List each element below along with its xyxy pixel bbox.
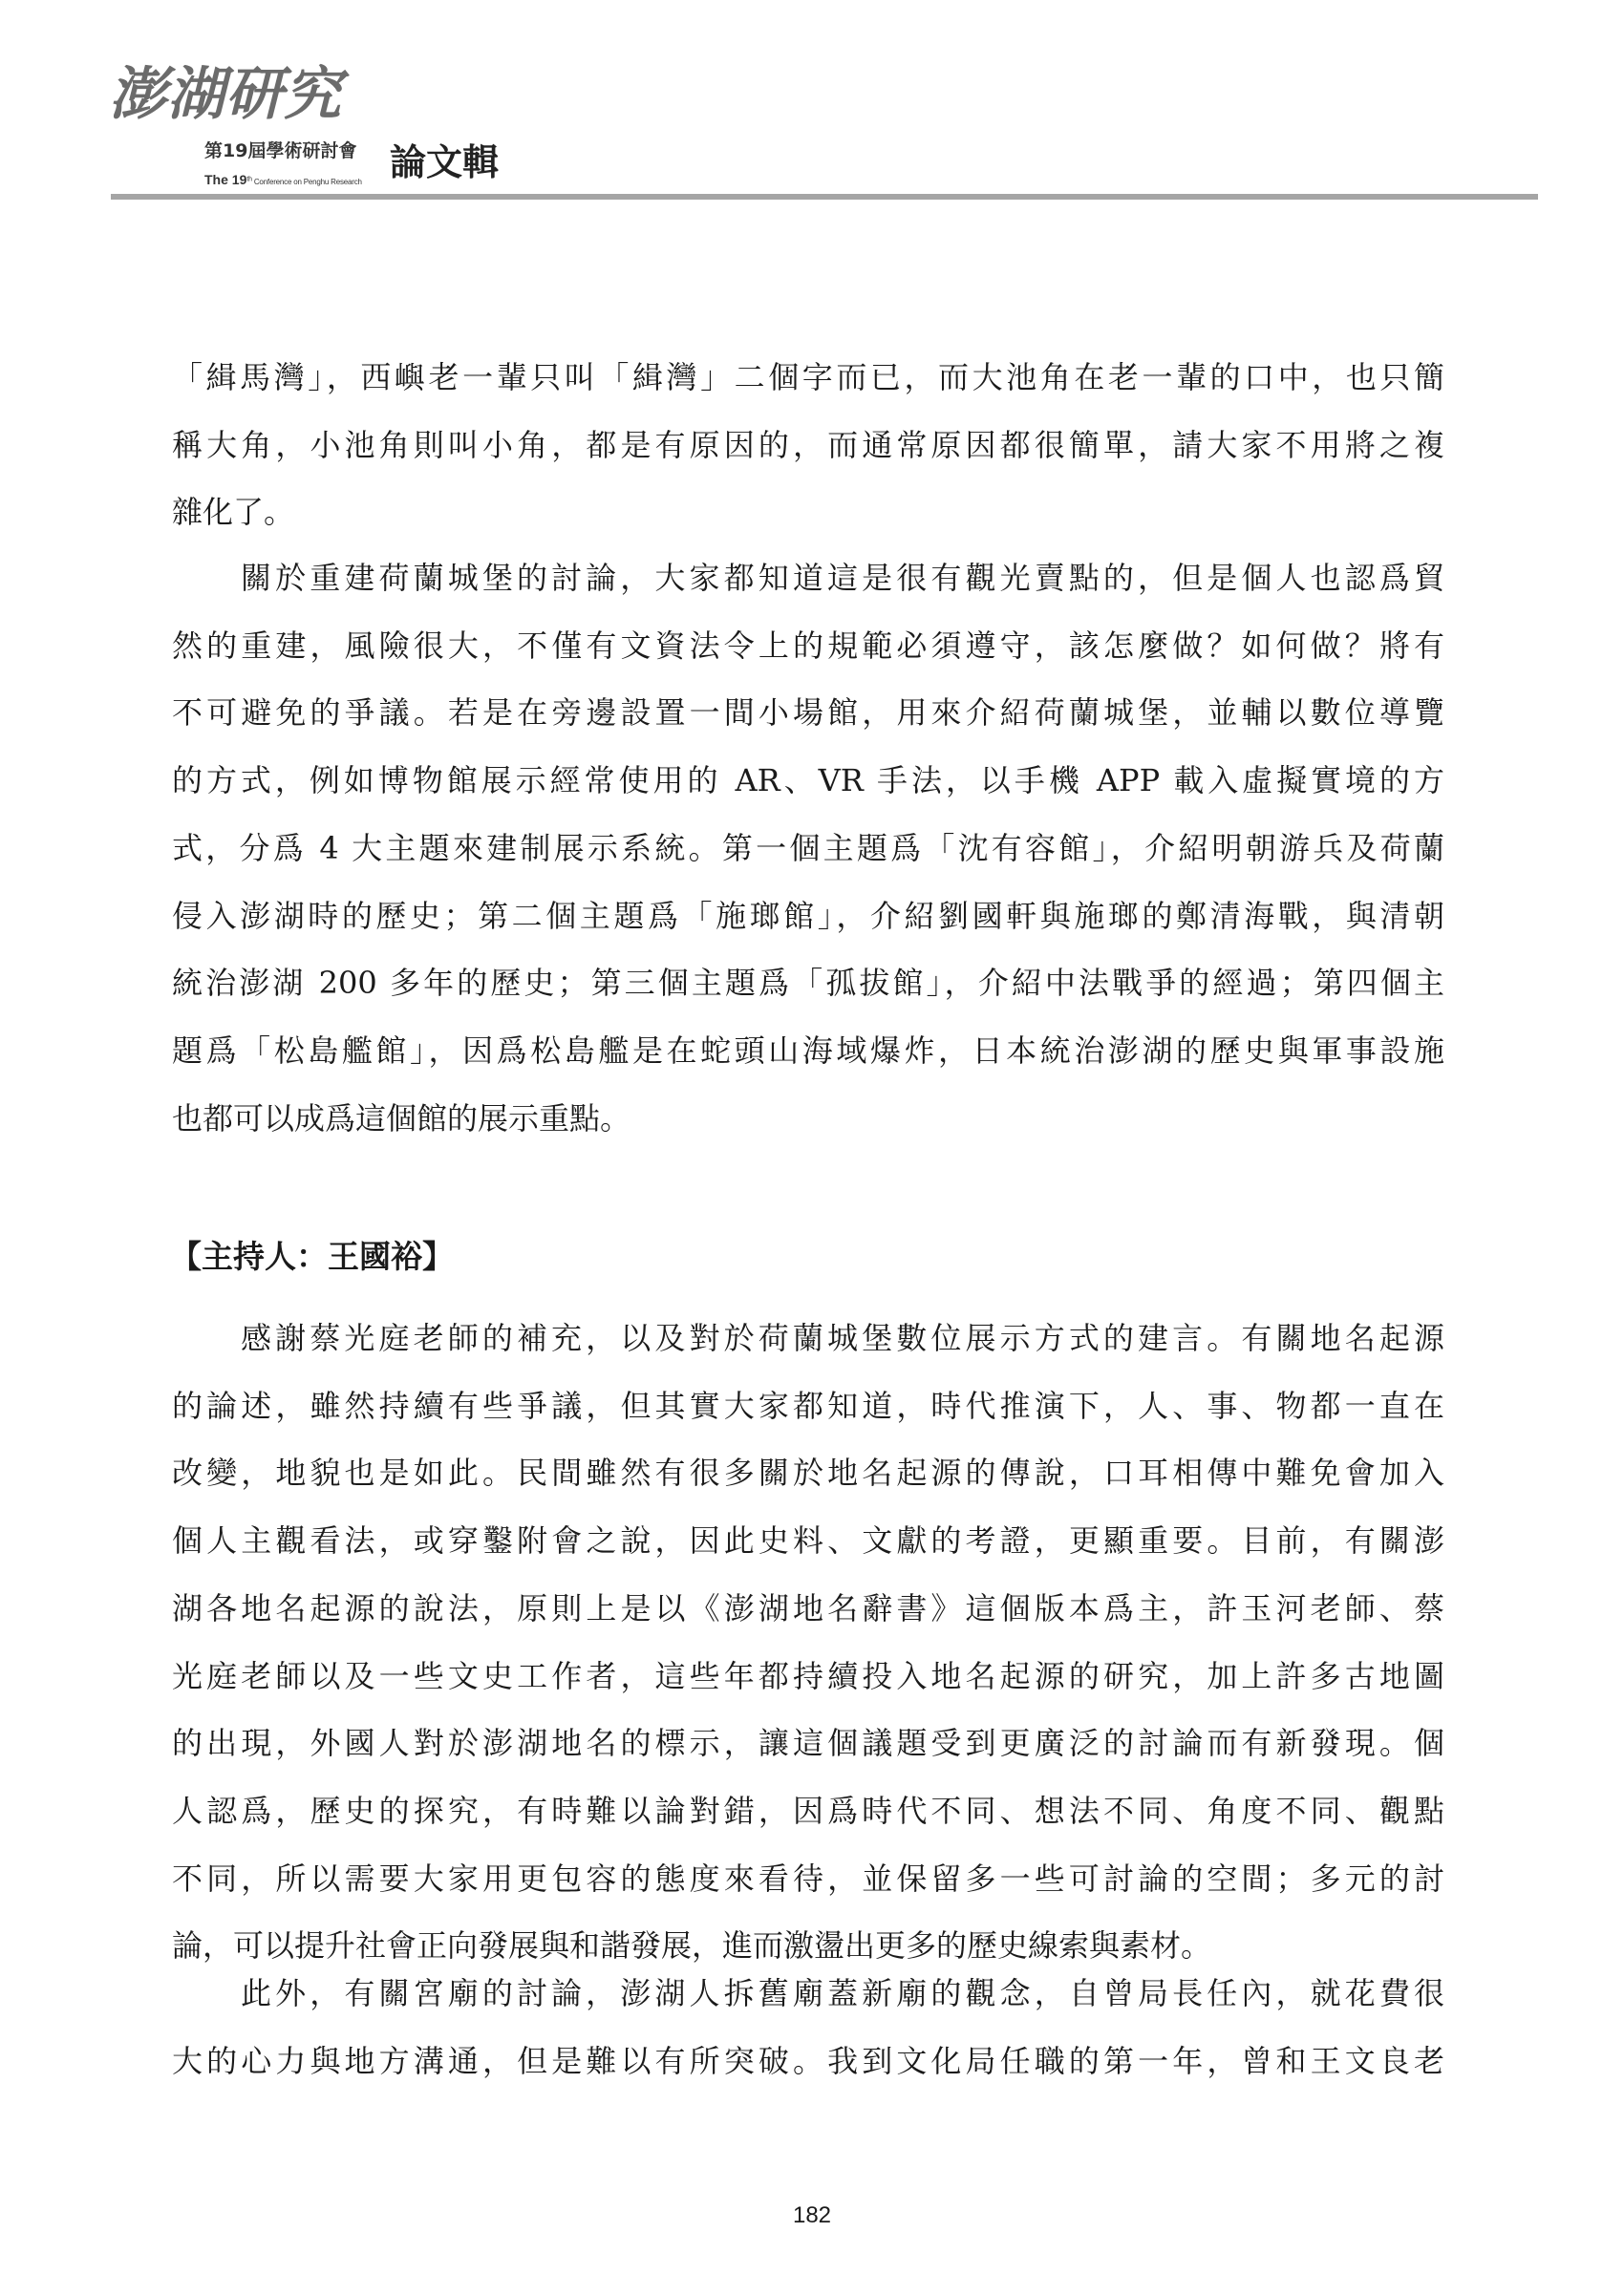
- text-line: 不同，所以需要大家用更包容的態度來看待，並保留多一些可討論的空間；多元的討: [172, 1860, 1444, 1897]
- text-line: 個人主觀看法，或穿鑿附會之說，因此史料、文獻的考證，更顯重要。目前，有關澎: [172, 1522, 1444, 1560]
- text-line: 湖各地名起源的說法，原則上是以《澎湖地名辭書》這個版本爲主，許玉河老師、蔡: [172, 1589, 1444, 1626]
- text-line: 人認爲，歷史的探究，有時難以論對錯，因爲時代不同、想法不同、角度不同、觀點: [172, 1792, 1444, 1829]
- text-line: 稱大角，小池角則叫小角，都是有原因的，而通常原因都很簡單，請大家不用將之複: [172, 426, 1444, 463]
- text-line: 「緝馬灣」，西嶼老一輩只叫「緝灣」二個字而已，而大池角在老一輩的口中，也只簡: [172, 359, 1444, 395]
- text-line: 的方式，例如博物館展示經常使用的 AR、VR 手法，以手機 APP 載入虛擬實境的方: [172, 762, 1444, 799]
- conference-en-prefix: The 19: [204, 172, 247, 187]
- text-line: 光庭老師以及一些文史工作者，這些年都持續投入地名起源的研究，加上許多古地圖: [172, 1657, 1444, 1694]
- conference-en-sup: th: [246, 176, 252, 183]
- text-line: 式，分爲 4 大主題來建制展示系統。第一個主題爲「沈有容館」，介紹明朝游兵及荷蘭: [172, 829, 1444, 866]
- section-heading: 【主持人：王國裕】: [170, 1238, 454, 1275]
- conference-title-en: [204, 170, 362, 192]
- text-line: 也都可以成爲這個館的展示重點。: [172, 1099, 631, 1137]
- text-line: 侵入澎湖時的歷史；第二個主題爲「施瑯館」，介紹劉國軒與施瑯的鄭清海戰，與清朝: [172, 897, 1444, 934]
- text-line: 的出現，外國人對於澎湖地名的標示，讓這個議題受到更廣泛的討論而有新發現。個: [172, 1725, 1444, 1762]
- header-rule: [111, 194, 1538, 200]
- journal-logo: 澎湖研究: [109, 61, 342, 128]
- page-number: 182: [792, 2202, 832, 2228]
- text-line: 改變，地貌也是如此。民間雖然有很多關於地名起源的傳說，口耳相傳中難免會加入: [172, 1455, 1444, 1492]
- conference-title-zh: 第19屆學術研討會: [204, 140, 357, 161]
- text-line: 論，可以提升社會正向發展與和諧發展，進而激盪出更多的歷史線索與素材。: [172, 1927, 1212, 1965]
- text-line: 統治澎湖 200 多年的歷史；第三個主題爲「孤拔館」，介紹中法戰爭的經過；第四個主: [172, 965, 1444, 1002]
- text-line: 此外，有關宮廟的討論，澎湖人拆舊廟蓋新廟的觀念，自曾局長任內，就花費很: [241, 1975, 1444, 2011]
- text-line: 大的心力與地方溝通，但是難以有所突破。我到文化局任職的第一年，曾和王文良老: [172, 2042, 1444, 2079]
- text-line: 關於重建荷蘭城堡的討論，大家都知道這是很有觀光賣點的，但是個人也認爲貿: [241, 560, 1444, 596]
- text-line: 感謝蔡光庭老師的補充，以及對於荷蘭城堡數位展示方式的建言。有關地名起源: [241, 1320, 1444, 1356]
- text-line: 雜化了。: [172, 494, 295, 531]
- text-line: 不可避免的爭議。若是在旁邊設置一間小場館，用來介紹荷蘭城堡，並輔以數位導覽: [172, 694, 1444, 732]
- conference-en-rest: Conference on Penghu Research: [253, 178, 362, 186]
- text-line: 題爲「松島艦館」，因爲松島艦是在蛇頭山海域爆炸，日本統治澎湖的歷史與軍事設施: [172, 1031, 1444, 1069]
- text-line: 的論述，雖然持續有些爭議，但其實大家都知道，時代推演下，人、事、物都一直在: [172, 1387, 1444, 1424]
- text-line: 然的重建，風險很大，不僅有文資法令上的規範必須遵守，該怎麼做？如何做？將有: [172, 627, 1444, 664]
- collection-title: 論文輯: [390, 141, 500, 183]
